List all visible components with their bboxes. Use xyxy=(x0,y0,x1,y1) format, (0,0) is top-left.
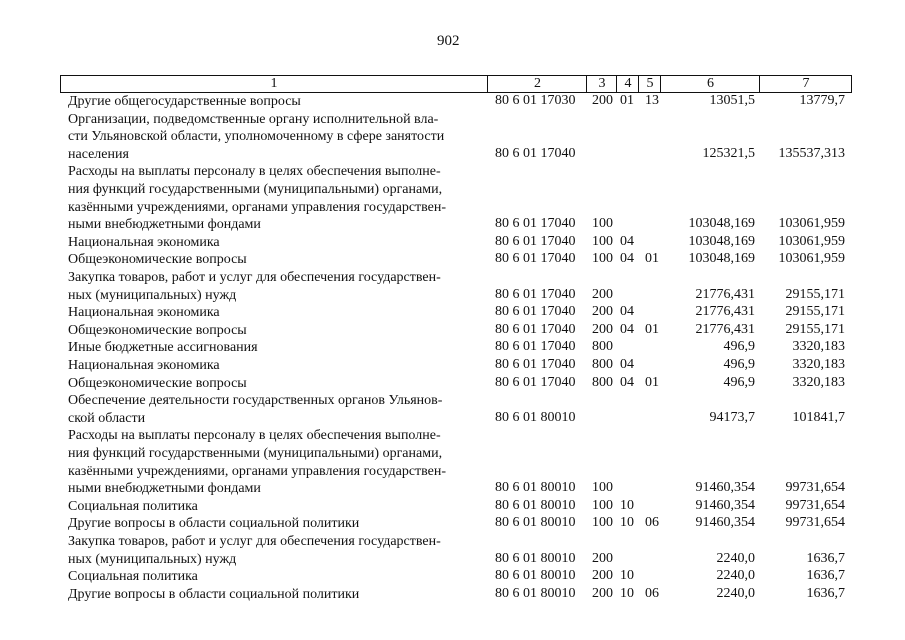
row-description-line: Расходы на выплаты персоналу в целях обеспечения выполне- xyxy=(68,164,441,180)
table-row xyxy=(0,251,905,269)
row-description-line: казёнными учреждениями, органами управления государствен- xyxy=(68,199,447,215)
row-code: 80 6 01 80010 xyxy=(495,409,576,425)
row-description xyxy=(68,498,486,516)
row-description xyxy=(68,568,486,586)
row-description xyxy=(68,427,486,497)
row-expense-type: 200 xyxy=(592,321,613,337)
table-row xyxy=(0,392,905,427)
row-amount-col6: 2240,0 xyxy=(716,550,755,566)
row-expense-type: 800 xyxy=(592,357,613,372)
row-expense-type: 100 xyxy=(592,515,613,531)
row-code: 80 6 01 80010 xyxy=(495,480,576,496)
row-description-line: Общеэкономические вопросы xyxy=(68,322,247,338)
row-amount-col7: 3320,183 xyxy=(792,339,845,355)
row-code: 80 6 01 17040 xyxy=(495,374,576,390)
row-code: 80 6 01 17040 xyxy=(495,321,576,337)
row-amount-col6: 103048,169 xyxy=(688,233,755,249)
row-amount-col6: 21776,431 xyxy=(695,286,755,302)
table-row xyxy=(0,269,905,304)
row-description-line: ния функций государственными (муниципальными) органами, xyxy=(68,181,443,197)
row-amount-col6: 21776,431 xyxy=(695,304,755,320)
row-description-line: Национальная экономика xyxy=(68,358,220,373)
row-section: 10 xyxy=(620,515,634,531)
row-amount-col7: 13779,7 xyxy=(799,93,845,108)
row-section: 01 xyxy=(620,93,634,108)
row-description xyxy=(68,586,486,604)
row-amount-col6: 125321,5 xyxy=(702,145,755,161)
row-description-line: ской области xyxy=(68,410,146,426)
header-col-1: 1 xyxy=(270,76,278,91)
row-description xyxy=(68,304,486,322)
row-description-line: Общеэкономические вопросы xyxy=(68,375,247,391)
row-description xyxy=(68,392,486,427)
row-amount-col7: 99731,654 xyxy=(785,480,845,496)
row-description-line: Другие общегосударственные вопросы xyxy=(68,94,301,109)
row-expense-type: 100 xyxy=(592,251,613,267)
row-expense-type: 800 xyxy=(592,339,613,355)
row-description-line: ных (муниципальных) нужд xyxy=(68,287,237,303)
row-amount-col7: 29155,171 xyxy=(785,321,845,337)
header-col-3: 3 xyxy=(586,76,617,92)
row-description-line: Социальная политика xyxy=(68,498,198,514)
row-amount-col7: 99731,654 xyxy=(785,515,845,531)
row-subsection: 01 xyxy=(645,251,659,267)
row-amount-col7: 1636,7 xyxy=(806,568,845,584)
row-amount-col7: 29155,171 xyxy=(785,286,845,302)
row-expense-type: 200 xyxy=(592,568,613,584)
row-expense-type: 200 xyxy=(592,286,613,302)
row-amount-col6: 2240,0 xyxy=(716,585,755,601)
row-amount-col7: 135537,313 xyxy=(778,145,845,161)
row-subsection: 13 xyxy=(645,93,659,108)
row-description-line: Национальная экономика xyxy=(68,234,220,250)
table-row xyxy=(0,111,905,164)
row-expense-type: 200 xyxy=(592,304,613,320)
page-number: 902 xyxy=(437,33,460,49)
row-section: 04 xyxy=(620,374,634,390)
header-col-7: 7 xyxy=(759,76,852,92)
row-code: 80 6 01 80010 xyxy=(495,568,576,584)
row-description-line: Обеспечение деятельности государственных органов Ульянов- xyxy=(68,393,443,409)
row-amount-col6: 496,9 xyxy=(723,339,755,355)
row-description-line: Социальная политика xyxy=(68,569,198,585)
table-row xyxy=(0,163,905,233)
row-amount-col6: 103048,169 xyxy=(688,251,755,267)
row-code: 80 6 01 17040 xyxy=(495,286,576,302)
row-code: 80 6 01 17040 xyxy=(495,216,576,232)
row-section: 04 xyxy=(620,357,634,372)
row-description xyxy=(68,269,486,304)
row-code: 80 6 01 80010 xyxy=(495,515,576,531)
table-row xyxy=(0,375,905,393)
row-expense-type: 100 xyxy=(592,233,613,249)
header-col-2: 2 xyxy=(487,76,587,92)
row-code: 80 6 01 17040 xyxy=(495,339,576,355)
row-description xyxy=(68,375,486,393)
row-expense-type: 100 xyxy=(592,480,613,496)
row-code: 80 6 01 17040 xyxy=(495,357,576,372)
header-col-6: 6 xyxy=(660,76,760,92)
row-amount-col7: 103061,959 xyxy=(778,233,845,249)
table-row xyxy=(0,357,905,375)
row-expense-type: 200 xyxy=(592,93,613,108)
row-amount-col6: 21776,431 xyxy=(695,321,755,337)
row-section: 10 xyxy=(620,568,634,584)
row-amount-col7: 103061,959 xyxy=(778,216,845,232)
row-amount-col7: 99731,654 xyxy=(785,497,845,513)
table-row xyxy=(0,568,905,586)
table-row xyxy=(0,515,905,533)
table-row xyxy=(0,93,905,111)
row-description xyxy=(68,357,486,375)
row-description xyxy=(68,163,486,233)
row-description-line: Закупка товаров, работ и услуг для обеспечения государствен- xyxy=(68,534,441,549)
row-description xyxy=(68,515,486,533)
row-section: 10 xyxy=(620,497,634,513)
row-amount-col6: 91460,354 xyxy=(695,497,755,513)
row-description xyxy=(68,339,486,357)
row-expense-type: 100 xyxy=(592,216,613,232)
row-expense-type: 100 xyxy=(592,497,613,513)
table-row xyxy=(0,304,905,322)
row-description-line: Другие вопросы в области социальной политики xyxy=(68,586,360,602)
row-code: 80 6 01 80010 xyxy=(495,550,576,566)
row-amount-col6: 91460,354 xyxy=(695,480,755,496)
row-amount-col7: 101841,7 xyxy=(792,409,845,425)
table-row xyxy=(0,427,905,497)
row-amount-col7: 3320,183 xyxy=(792,374,845,390)
row-amount-col7: 1636,7 xyxy=(806,550,845,566)
row-amount-col6: 13051,5 xyxy=(709,93,755,108)
row-description-line: ния функций государственными (муниципальными) органами, xyxy=(68,445,443,461)
row-subsection: 01 xyxy=(645,374,659,390)
row-section: 10 xyxy=(620,585,634,601)
row-description-line: ных (муниципальных) нужд xyxy=(68,551,237,567)
row-description-line: ными внебюджетными фондами xyxy=(68,481,261,497)
table-row xyxy=(0,339,905,357)
row-amount-col7: 103061,959 xyxy=(778,251,845,267)
row-description xyxy=(68,322,486,340)
row-amount-col6: 2240,0 xyxy=(716,568,755,584)
row-description-line: казёнными учреждениями, органами управления государствен- xyxy=(68,463,447,479)
row-subsection: 06 xyxy=(645,515,659,531)
row-description xyxy=(68,234,486,252)
row-description xyxy=(68,251,486,269)
row-code: 80 6 01 80010 xyxy=(495,585,576,601)
row-expense-type: 200 xyxy=(592,585,613,601)
row-subsection: 01 xyxy=(645,321,659,337)
row-code: 80 6 01 17040 xyxy=(495,233,576,249)
table-row xyxy=(0,234,905,252)
row-code: 80 6 01 17040 xyxy=(495,304,576,320)
row-description-line: Закупка товаров, работ и услуг для обеспечения государствен- xyxy=(68,270,441,285)
row-section: 04 xyxy=(620,321,634,337)
row-description-line: сти Ульяновской области, уполномоченному в сфере занятости xyxy=(68,129,445,145)
row-description xyxy=(68,533,486,568)
row-description-line: Иные бюджетные ассигнования xyxy=(68,340,258,356)
row-code: 80 6 01 17040 xyxy=(495,251,576,267)
row-amount-col6: 91460,354 xyxy=(695,515,755,531)
row-description xyxy=(68,111,486,164)
row-description-line: Организации, подведомственные органу исполнительной вла- xyxy=(68,111,439,127)
row-expense-type: 200 xyxy=(592,550,613,566)
row-amount-col7: 1636,7 xyxy=(806,585,845,601)
header-col-5: 5 xyxy=(638,76,661,92)
row-section: 04 xyxy=(620,251,634,267)
table-row xyxy=(0,322,905,340)
table-row xyxy=(0,498,905,516)
row-code: 80 6 01 17030 xyxy=(495,93,576,108)
header-col-4: 4 xyxy=(616,76,639,92)
row-section: 04 xyxy=(620,233,634,249)
row-expense-type: 800 xyxy=(592,374,613,390)
row-amount-col6: 94173,7 xyxy=(709,409,755,425)
row-amount-col7: 29155,171 xyxy=(785,304,845,320)
row-description-line: Расходы на выплаты персоналу в целях обеспечения выполне- xyxy=(68,428,441,444)
row-code: 80 6 01 17040 xyxy=(495,145,576,161)
row-section: 04 xyxy=(620,304,634,320)
table-row xyxy=(0,586,905,604)
row-amount-col6: 496,9 xyxy=(723,374,755,390)
row-description-line: населения xyxy=(68,146,129,162)
row-description-line: Общеэкономические вопросы xyxy=(68,252,247,268)
row-amount-col6: 496,9 xyxy=(723,357,755,372)
row-amount-col6: 103048,169 xyxy=(688,216,755,232)
row-description-line: Другие вопросы в области социальной политики xyxy=(68,516,360,532)
row-description-line: Национальная экономика xyxy=(68,305,220,321)
row-code: 80 6 01 80010 xyxy=(495,497,576,513)
row-description xyxy=(68,93,486,111)
row-description-line: ными внебюджетными фондами xyxy=(68,217,261,233)
row-subsection: 06 xyxy=(645,585,659,601)
row-amount-col7: 3320,183 xyxy=(792,357,845,372)
table-row xyxy=(0,533,905,568)
